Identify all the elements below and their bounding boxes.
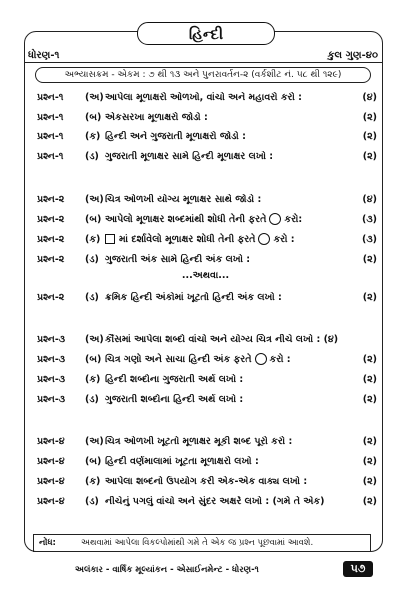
question-part: (અ) — [85, 193, 104, 205]
circle-icon — [269, 213, 281, 225]
question-marks: (૨) — [362, 130, 377, 142]
question-text-part: આપેલો મૂળાક્ષર શબ્દમાંથી શોધી તેની ફરતે — [105, 213, 267, 225]
question-number: પ્રશ્ન-૨ — [37, 291, 65, 303]
question-marks: (૨) — [362, 253, 377, 265]
question-marks: (૩) — [361, 233, 377, 245]
question-text: હિન્દી વર્ણમાલામાં ખૂટતા મૂળાક્ષરો લખો : — [105, 455, 259, 467]
question-marks: (૨) — [362, 435, 377, 447]
question-text-part: કરો : — [269, 353, 291, 365]
question-row — [37, 231, 377, 247]
note-label: નોંધ: — [39, 538, 56, 548]
question-text-part: કરો: — [284, 213, 303, 225]
question-marks: (૪) — [362, 193, 377, 205]
question-part: (બ) — [85, 455, 102, 467]
question-part: (ક) — [85, 373, 101, 385]
question-number: પ્રશ્ન-૨ — [37, 233, 65, 245]
question-number: પ્રશ્ન-૨ — [37, 253, 65, 265]
question-text: ગુજરાતી અંક સામે હિન્દી અંક લખો : — [105, 253, 251, 265]
header-divider — [24, 62, 383, 63]
question-row — [37, 453, 377, 469]
question-text: ચિત્ર ઓળખી યોગ્ય મૂળાક્ષર સાથે જોડો : — [105, 193, 262, 205]
question-part: (અ) — [85, 91, 104, 103]
question-text — [105, 213, 353, 225]
question-marks: (૨) — [362, 291, 377, 303]
question-row — [37, 251, 377, 267]
question-number: પ્રશ્ન-૪ — [37, 435, 65, 447]
question-marks: (૪) — [362, 91, 377, 103]
question-marks: (૨) — [362, 393, 377, 405]
question-number: પ્રશ્ન-૩ — [37, 373, 66, 385]
question-part: (ક) — [85, 233, 101, 245]
question-text: એકસરખા મૂળાક્ષરો જોડો : — [105, 111, 208, 123]
question-part: (ક) — [85, 130, 101, 142]
question-row — [37, 331, 377, 347]
or-separator: ...અથવા... — [181, 270, 230, 281]
question-number: પ્રશ્ન-૪ — [37, 455, 65, 467]
question-text: ક્રમિક હિન્દી અંકોમાં ખૂટતો હિન્દી અંક લખો : — [105, 291, 282, 303]
question-number: પ્રશ્ન-૧ — [37, 150, 64, 162]
question-marks: (૨) — [362, 111, 377, 123]
question-marks: (૨) — [362, 353, 377, 365]
question-text-part: ચિત્ર ગણો અને સાચા હિન્દી અંક ફરતે — [105, 353, 252, 365]
question-row — [37, 89, 377, 105]
question-part: (ડ) — [85, 150, 99, 162]
question-text: હિન્દી શબ્દોના ગુજરાતી અર્થ લખો : — [105, 373, 244, 385]
question-row — [37, 289, 377, 305]
question-part: (બ) — [85, 111, 102, 123]
question-part: (ડ) — [85, 393, 99, 405]
question-text: કૌંસમાં આપેલા શબ્દો વાંચો અને યોગ્ય ચિત્ર નીચે લખો : (૪) — [105, 333, 339, 345]
question-text-part: કરો : — [273, 233, 295, 245]
question-number: પ્રશ્ન-૩ — [37, 333, 66, 345]
note-text: અથવામાં આપેલા વિકલ્પોમાંથી ગમે તે એક જ પ્રશ્ન પૂછવામાં આવશે. — [81, 538, 314, 548]
question-row — [37, 128, 377, 144]
page-number: ૫૭ — [343, 561, 373, 577]
question-text: ગુજરાતી શબ્દોના હિન્દી અર્થ લખો : — [105, 393, 244, 405]
subject-title: હિન્દી — [137, 22, 275, 45]
question-text: ગુજરાતી મૂળાક્ષર સામે હિન્દી મૂળાક્ષર લખો : — [105, 150, 274, 162]
question-number: પ્રશ્ન-૨ — [37, 213, 65, 225]
question-part: (ડ) — [85, 291, 99, 303]
circle-icon — [255, 353, 267, 365]
question-text: ચિત્ર ઓળખી ખૂટતો મૂળાક્ષર મૂકી શબ્દ પૂરો કરો : — [105, 435, 293, 447]
question-part: (અ) — [85, 333, 104, 345]
question-marks: (૨) — [362, 455, 377, 467]
note-box — [33, 534, 371, 552]
question-number: પ્રશ્ન-૧ — [37, 111, 64, 123]
question-row — [37, 371, 377, 387]
question-part: (ક) — [85, 475, 101, 487]
question-number: પ્રશ્ન-૩ — [37, 393, 66, 405]
question-row — [37, 109, 377, 125]
question-number: પ્રશ્ન-૨ — [37, 193, 65, 205]
question-row — [37, 351, 377, 367]
question-number: પ્રશ્ન-૧ — [37, 91, 64, 103]
question-text — [105, 353, 353, 365]
question-part: (ડ) — [85, 495, 99, 507]
question-text-part: માં દર્શાવેલો મૂળાક્ષર શોધી તેની ફરતે — [119, 233, 256, 245]
question-marks: (૨) — [362, 495, 377, 507]
question-marks: (૨) — [362, 150, 377, 162]
syllabus-banner: અભ્યાસક્રમ - એકમ : ૭ થી ૧૩ અને પુનરાવર્તન-૨ (વર્કશીટ નં. ૫૮ થી ૧૨૯) — [35, 67, 371, 83]
square-box-icon — [105, 234, 115, 244]
question-row — [37, 433, 377, 449]
question-number: પ્રશ્ન-૧ — [37, 130, 64, 142]
question-text: આપેલા મૂળાક્ષરો ઓળખો, વાંચો અને મહાવરો કરો : — [105, 91, 302, 103]
question-number: પ્રશ્ન-૪ — [37, 495, 65, 507]
question-text: નીચેનું પગલું વાંચો અને સુંદર અક્ષરે લખો : (ગમે તે એક) — [105, 495, 325, 507]
question-part: (અ) — [85, 435, 104, 447]
question-text: આપેલા શબ્દનો ઉપયોગ કરી એક-એક વાક્ય લખો : — [105, 475, 308, 487]
circle-icon — [258, 233, 270, 245]
question-text: હિન્દી અને ગુજરાતી મૂળાક્ષરો જોડો : — [105, 130, 246, 142]
question-row — [37, 211, 377, 227]
question-part: (ડ) — [85, 253, 99, 265]
question-part: (બ) — [85, 353, 102, 365]
question-marks: (૨) — [362, 373, 377, 385]
total-marks: કુલ ગુણ-૪૦ — [327, 50, 378, 61]
question-row — [37, 191, 377, 207]
question-row — [37, 493, 377, 509]
question-part: (બ) — [85, 213, 102, 225]
question-number: પ્રશ્ન-૪ — [37, 475, 65, 487]
question-marks: (૩) — [361, 213, 377, 225]
class-label: ધોરણ-૧ — [28, 50, 60, 61]
question-row — [37, 391, 377, 407]
question-number: પ્રશ્ન-૩ — [37, 353, 66, 365]
question-row — [37, 473, 377, 489]
question-marks: (૨) — [362, 475, 377, 487]
question-row — [37, 148, 377, 164]
question-text — [105, 233, 353, 245]
footer-text: અલંકાર - વાર્ષિક મૂલ્યાંકન - એસાઈનમેન્ટ - ધોરણ-૧ — [75, 565, 259, 575]
